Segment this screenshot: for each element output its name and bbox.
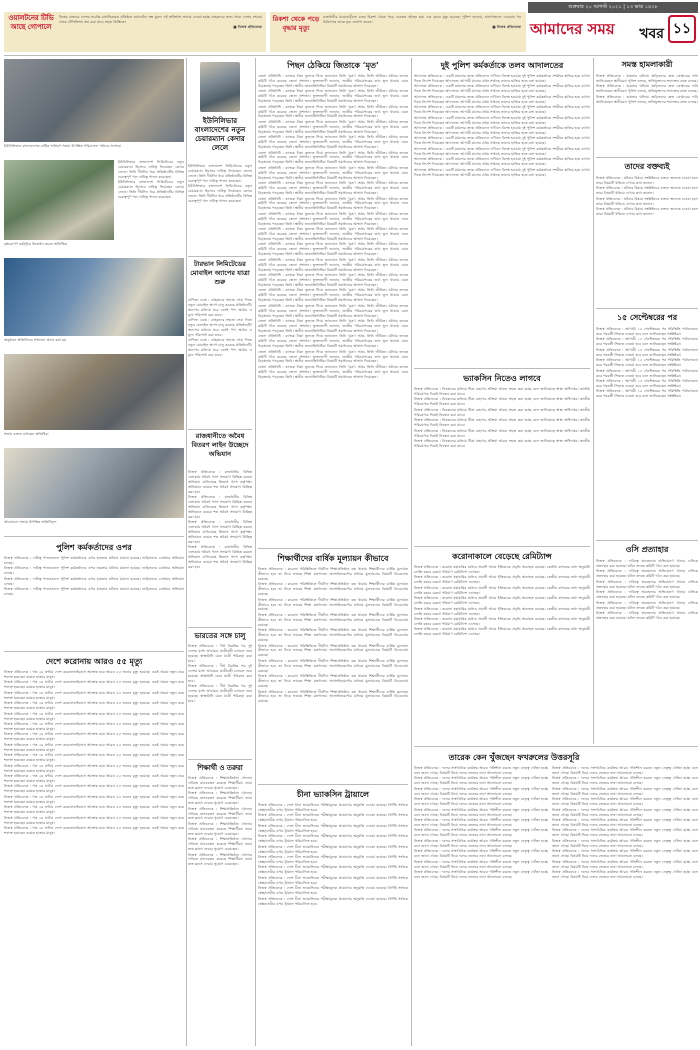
masthead xyxy=(528,2,698,46)
headline-talk: তাদের বক্তব্যই xyxy=(624,162,670,171)
headline-attack: সমস্ত হামলাকারী xyxy=(621,60,673,69)
story-unilever: ইউনিলিভার বাংলাদেশ লিমিটেডের নতুন চেয়ারম্যান হিসেবে দায়িত্ব নিয়েছেন কেদার লেলে। তিনি দীর্ঘদিন ধরে প্রতিষ্ঠানটির বিভিন্ন গুরুত্বপূর্ণ পদে দায়িত্ব পালন করেছেন। ইউনিলিভার বাংলাদেশ লিমিটেডের নতুন চেয়ারম্যান হিসেবে দায়িত্ব নিয়েছেন কেদার লেলে। তিনি দীর্ঘদিন ধরে প্রতিষ্ঠানটির বিভিন্ন গুরুত্বপূর্ণ পদে দায়িত্ব পালন করেছেন। xyxy=(188,164,252,203)
story-tarek-cont: নিজস্ব প্রতিবেদক : দলের সাংগঠনিক কার্যক্রম আরও গতিশীল করতে নতুন নেতৃত্ব খোঁজা হচ্ছে বলে জানা গেছে। বিষয়টি নিয়ে দলের ভেতরে নানা আলোচনা চলছে। নিজস্ব প্রতিবেদক : দলের সাংগঠনিক কার্যক্রম আরও গতিশীল করতে নতুন নেতৃত্ব খোঁজা হচ্ছে বলে জানা গেছে। বিষয়টি নিয়ে দলের ভেতরে নানা আলোচনা চলছে। নিজস্ব প্রতিবেদক : দলের সাংগঠনিক কার্যক্রম আরও গতিশীল করতে নতুন নেতৃত্ব খোঁজা হচ্ছে বলে জানা গেছে। বিষয়টি নিয়ে দলের ভেতরে নানা আলোচনা চলছে। নিজস্ব প্রতিবেদক : দলের সাংগঠনিক কার্যক্রম আরও গতিশীল করতে নতুন নেতৃত্ব খোঁজা হচ্ছে বলে জানা গেছে। বিষয়টি নিয়ে দলের ভেতরে নানা আলোচনা চলছে। নিজস্ব প্রতিবেদক : দলের সাংগঠনিক কার্যক্রম আরও গতিশীল করতে নতুন নেতৃত্ব খোঁজা হচ্ছে বলে জানা গেছে। বিষয়টি নিয়ে দলের ভেতরে নানা আলোচনা চলছে। নিজস্ব প্রতিবেদক : দলের সাংগঠনিক কার্যক্রম আরও গতিশীল করতে নতুন নেতৃত্ব খোঁজা হচ্ছে বলে জানা গেছে। বিষয়টি নিয়ে দলের ভেতরে নানা আলোচনা চলছে। নিজস্ব প্রতিবেদক : দলের সাংগঠনিক কার্যক্রম আরও গতিশীল করতে নতুন নেতৃত্ব খোঁজা হচ্ছে বলে জানা গেছে। বিষয়টি নিয়ে দলের ভেতরে নানা আলোচনা চলছে। নিজস্ব প্রতিবেদক : দলের সাংগঠনিক কার্যক্রম আরও গতিশীল করতে নতুন নেতৃত্ব খোঁজা হচ্ছে বলে জানা গেছে। বিষয়টি নিয়ে দলের ভেতরে নানা আলোচনা চলছে। নিজস্ব প্রতিবেদক : দলের সাংগঠনিক কার্যক্রম আরও গতিশীল করতে নতুন নেতৃত্ব খোঁজা হচ্ছে বলে জানা গেছে। বিষয়টি নিয়ে দলের ভেতরে নানা আলোচনা চলছে। নিজস্ব প্রতিবেদক : দলের সাংগঠনিক কার্যক্রম আরও গতিশীল করতে নতুন নেতৃত্ব খোঁজা হচ্ছে বলে জানা গেছে। বিষয়টি নিয়ে দলের ভেতরে নানা আলোচনা চলছে। নিজস্ব প্রতিবেদক : দলের সাংগঠনিক কার্যক্রম আরও গতিশীল করতে নতুন নেতৃত্ব খোঁজা হচ্ছে বলে জানা গেছে। বিষয়টি নিয়ে দলের ভেতরে নানা আলোচনা চলছে। xyxy=(552,766,698,879)
caption-award: অনুষ্ঠানে অতিথিদের সম্মাননা প্রদান করা হয় xyxy=(4,338,67,342)
story-attack: নিজস্ব প্রতিবেদক : হামলার ঘটনায় জড়িতদের দ্রুত গ্রেপ্তারের দাবি জানিয়েছেন স্থানীয়রা। পুলিশ বলছে, অভিযুক্তদের শনাক্তের কাজ চলছে। নিজস্ব প্রতিবেদক : হামলার ঘটনায় জড়িতদের দ্রুত গ্রেপ্তারের দাবি জানিয়েছেন স্থানীয়রা। পুলিশ বলছে, অভিযুক্তদের শনাক্তের কাজ চলছে। নিজস্ব প্রতিবেদক : হামলার ঘটনায় জড়িতদের দ্রুত গ্রেপ্তারের দাবি জানিয়েছেন স্থানীয়রা। পুলিশ বলছে, অভিযুক্তদের শনাক্তের কাজ চলছে। xyxy=(596,74,698,104)
story-oc: নিজস্ব প্রতিবেদক : দায়িত্বে অবহেলার অভিযোগে থানার ওসিকে প্রত্যাহার করা হয়েছে। ঘটনা তদন্তে কমিটি গঠন করা হয়েছে। নিজস্ব প্রতিবেদক : দায়িত্বে অবহেলার অভিযোগে থানার ওসিকে প্রত্যাহার করা হয়েছে। ঘটনা তদন্তে কমিটি গঠন করা হয়েছে। নিজস্ব প্রতিবেদক : দায়িত্বে অবহেলার অভিযোগে থানার ওসিকে প্রত্যাহার করা হয়েছে। ঘটনা তদন্তে কমিটি গঠন করা হয়েছে। নিজস্ব প্রতিবেদক : দায়িত্বে অবহেলার অভিযোগে থানার ওসিকে প্রত্যাহার করা হয়েছে। ঘটনা তদন্তে কমিটি গঠন করা হয়েছে। নিজস্ব প্রতিবেদক : দায়িত্বে অবহেলার অভিযোগে থানার ওসিকে প্রত্যাহার করা হয়েছে। ঘটনা তদন্তে কমিটি গঠন করা হয়েছে। নিজস্ব প্রতিবেদক : দায়িত্বে অবহেলার অভিযোগে থানার ওসিকে প্রত্যাহার করা হয়েছে। ঘটনা তদন্তে কমিটি গঠন করা হয়েছে। xyxy=(596,559,698,620)
headline-china-vaccine: চীনা ভ্যাকসিন ট্রায়ালে xyxy=(296,789,370,799)
logo: আমাদের সময় xyxy=(530,20,615,38)
story-teacher-group: নিজস্ব প্রতিবেদক : শিক্ষাপ্রতিষ্ঠান খোলার দাবিতে মানববন্ধন করেছে শিক্ষার্থীরা। তারা দ্রুত ক্লাসে ফেরার সুযোগ চেয়েছেন। নিজস্ব প্রতিবেদক : শিক্ষাপ্রতিষ্ঠান খোলার দাবিতে মানববন্ধন করেছে শিক্ষার্থীরা। তারা দ্রুত ক্লাসে ফেরার সুযোগ চেয়েছেন। নিজস্ব প্রতিবেদক : শিক্ষাপ্রতিষ্ঠান খোলার দাবিতে মানববন্ধন করেছে শিক্ষার্থীরা। তারা দ্রুত ক্লাসে ফেরার সুযোগ চেয়েছেন। নিজস্ব প্রতিবেদক : শিক্ষাপ্রতিষ্ঠান খোলার দাবিতে মানববন্ধন করেছে শিক্ষার্থীরা। তারা দ্রুত ক্লাসে ফেরার সুযোগ চেয়েছেন। নিজস্ব প্রতিবেদক : শিক্ষাপ্রতিষ্ঠান খোলার দাবিতে মানববন্ধন করেছে শিক্ষার্থীরা। তারা দ্রুত ক্লাসে ফেরার সুযোগ চেয়েছেন। নিজস্ব প্রতিবেদক : শিক্ষাপ্রতিষ্ঠান খোলার দাবিতে মানববন্ধন করেছে শিক্ষার্থীরা। তারা দ্রুত ক্লাসে ফেরার সুযোগ চেয়েছেন। xyxy=(188,776,252,867)
story-china-vaccine: নিজস্ব প্রতিবেদক : দেশে চীনা ভ্যাকসিনের পরীক্ষামূলক প্রয়োগের অনুমতি দেওয়া হয়েছে। নির্দিষ্ট সংখ্যক স্বেচ্ছাসেবীর ওপর ট্রায়াল পরিচালিত হবে। নিজস্ব প্রতিবেদক : দেশে চীনা ভ্যাকসিনের পরীক্ষামূলক প্রয়োগের অনুমতি দেওয়া হয়েছে। নির্দিষ্ট সংখ্যক স্বেচ্ছাসেবীর ওপর ট্রায়াল পরিচালিত হবে। নিজস্ব প্রতিবেদক : দেশে চীনা ভ্যাকসিনের পরীক্ষামূলক প্রয়োগের অনুমতি দেওয়া হয়েছে। নির্দিষ্ট সংখ্যক স্বেচ্ছাসেবীর ওপর ট্রায়াল পরিচালিত হবে। নিজস্ব প্রতিবেদক : দেশে চীনা ভ্যাকসিনের পরীক্ষামূলক প্রয়োগের অনুমতি দেওয়া হয়েছে। নির্দিষ্ট সংখ্যক স্বেচ্ছাসেবীর ওপর ট্রায়াল পরিচালিত হবে। নিজস্ব প্রতিবেদক : দেশে চীনা ভ্যাকসিনের পরীক্ষামূলক প্রয়োগের অনুমতি দেওয়া হয়েছে। নির্দিষ্ট সংখ্যক স্বেচ্ছাসেবীর ওপর ট্রায়াল পরিচালিত হবে। নিজস্ব প্রতিবেদক : দেশে চীনা ভ্যাকসিনের পরীক্ষামূলক প্রয়োগের অনুমতি দেওয়া হয়েছে। নির্দিষ্ট সংখ্যক স্বেচ্ছাসেবীর ওপর ট্রায়াল পরিচালিত হবে। নিজস্ব প্রতিবেদক : দেশে চীনা ভ্যাকসিনের পরীক্ষামূলক প্রয়োগের অনুমতি দেওয়া হয়েছে। নির্দিষ্ট সংখ্যক স্বেচ্ছাসেবীর ওপর ট্রায়াল পরিচালিত হবে। নিজস্ব প্রতিবেদক : দেশে চীনা ভ্যাকসিনের পরীক্ষামূলক প্রয়োগের অনুমতি দেওয়া হয়েছে। নির্দিষ্ট সংখ্যক স্বেচ্ছাসেবীর ওপর ট্রায়াল পরিচালিত হবে। নিজস্ব প্রতিবেদক : দেশে চীনা ভ্যাকসিনের পরীক্ষামূলক প্রয়োগের অনুমতি দেওয়া হয়েছে। নির্দিষ্ট সংখ্যক স্বেচ্ছাসেবীর ওপর ট্রায়াল পরিচালিত হবে। নিজস্ব প্রতিবেদক : দেশে চীনা ভ্যাকসিনের পরীক্ষামূলক প্রয়োগের অনুমতি দেওয়া হয়েছে। নির্দিষ্ট সংখ্যক স্বেচ্ছাসেবীর ওপর ট্রায়াল পরিচালিত হবে। xyxy=(258,803,408,906)
headline-oc: ওসি প্রত্যাহার xyxy=(625,545,669,554)
story-remittance: নিজস্ব প্রতিবেদক : করোনা মহামারির মধ্যেও প্রবাসী আয়ে ইতিবাচক প্রবৃদ্ধি অব্যাহত রয়েছে। কেন্দ্রীয় ব্যাংকের তথ্য অনুযায়ী চলতি বছরে রেকর্ড পরিমাণ রেমিট্যান্স এসেছে। নিজস্ব প্রতিবেদক : করোনা মহামারির মধ্যেও প্রবাসী আয়ে ইতিবাচক প্রবৃদ্ধি অব্যাহত রয়েছে। কেন্দ্রীয় ব্যাংকের তথ্য অনুযায়ী চলতি বছরে রেকর্ড পরিমাণ রেমিট্যান্স এসেছে। নিজস্ব প্রতিবেদক : করোনা মহামারির মধ্যেও প্রবাসী আয়ে ইতিবাচক প্রবৃদ্ধি অব্যাহত রয়েছে। কেন্দ্রীয় ব্যাংকের তথ্য অনুযায়ী চলতি বছরে রেকর্ড পরিমাণ রেমিট্যান্স এসেছে। নিজস্ব প্রতিবেদক : করোনা মহামারির মধ্যেও প্রবাসী আয়ে ইতিবাচক প্রবৃদ্ধি অব্যাহত রয়েছে। কেন্দ্রীয় ব্যাংকের তথ্য অনুযায়ী চলতি বছরে রেকর্ড পরিমাণ রেমিট্যান্স এসেছে। নিজস্ব প্রতিবেদক : করোনা মহামারির মধ্যেও প্রবাসী আয়ে ইতিবাচক প্রবৃদ্ধি অব্যাহত রয়েছে। কেন্দ্রীয় ব্যাংকের তথ্য অনুযায়ী চলতি বছরে রেকর্ড পরিমাণ রেমিট্যান্স এসেছে। নিজস্ব প্রতিবেদক : করোনা মহামারির মধ্যেও প্রবাসী আয়ে ইতিবাচক প্রবৃদ্ধি অব্যাহত রয়েছে। কেন্দ্রীয় ব্যাংকের তথ্য অনুযায়ী চলতি বছরে রেকর্ড পরিমাণ রেমিট্যান্স এসেছে। নিজস্ব প্রতিবেদক : করোনা মহামারির মধ্যেও প্রবাসী আয়ে ইতিবাচক প্রবৃদ্ধি অব্যাহত রয়েছে। কেন্দ্রীয় ব্যাংকের তথ্য অনুযায়ী চলতি বছরে রেকর্ড পরিমাণ রেমিট্যান্স এসেছে। xyxy=(414,565,590,637)
story-india: নিজস্ব প্রতিবেদক : দীর্ঘ বিরতির পর দুই দেশের মধ্যে আবারও যাত্রীবাহী চলাচল শুরু হয়েছে। স্বাস্থ্যবিধি মেনে যাত্রী পরিবহন করা হবে। নিজস্ব প্রতিবেদক : দীর্ঘ বিরতির পর দুই দেশের মধ্যে আবারও যাত্রীবাহী চলাচল শুরু হয়েছে। স্বাস্থ্যবিধি মেনে যাত্রী পরিবহন করা হবে। নিজস্ব প্রতিবেদক : দীর্ঘ বিরতির পর দুই দেশের মধ্যে আবারও যাত্রীবাহী চলাচল শুরু হয়েছে। স্বাস্থ্যবিধি মেনে যাত্রী পরিবহন করা হবে। xyxy=(188,644,252,704)
caption-stage: আলোচনা সভায় উপস্থিত অতিথিবৃন্দ xyxy=(4,520,57,524)
caption-tree: বৃক্ষরোপণ কর্মসূচির উদ্বোধন করেন অতিথিরা xyxy=(4,242,68,246)
photo-unilever-meeting xyxy=(4,59,184,142)
headline-vaccine-need: ভ্যাকসিন নিতেও লাগবে xyxy=(463,373,541,383)
banner-left-text: বিশ্বের বাজারে দেশের সর্বোচ্চ রপ্তানিকারক প্রতিষ্ঠান ওয়ালটন। স্বল্প মূল্যে এই অবিশ্বাস্য অফার দেওয়া হচ্ছে গ্রাহকদের জন্য। সারা দেশের শোরুম থেকে টেলিভিশন ক্রয় করা যাবে সহজ কিস্তিতে। ■ নিজস্ব প্রতিবেদক xyxy=(59,15,262,30)
section-title: খবর xyxy=(639,26,664,42)
story-police-officers: নিজস্ব প্রতিবেদক : দায়িত্ব পালনকালে পুলিশ কর্মকর্তাদের ওপর হামলার ঘটনায় মামলা হয়েছে। জড়িতদের গ্রেপ্তারে অভিযান চলছে। নিজস্ব প্রতিবেদক : দায়িত্ব পালনকালে পুলিশ কর্মকর্তাদের ওপর হামলার ঘটনায় মামলা হয়েছে। জড়িতদের গ্রেপ্তারে অভিযান চলছে। নিজস্ব প্রতিবেদক : দায়িত্ব পালনকালে পুলিশ কর্মকর্তাদের ওপর হামলার ঘটনায় মামলা হয়েছে। জড়িতদের গ্রেপ্তারে অভিযান চলছে। নিজস্ব প্রতিবেদক : দায়িত্ব পালনকালে পুলিশ কর্মকর্তাদের ওপর হামলার ঘটনায় মামলা হয়েছে। জড়িতদের গ্রেপ্তারে অভিযান চলছে। xyxy=(4,556,184,597)
headline-illegal-gas: রাজধানীতে অবৈধ বিতরণ লাইন উচ্ছেদে অভিযান xyxy=(191,432,249,458)
headline-pigs: পিছন ঠেকিয়ে জিতাকে ‘মৃত’ xyxy=(287,60,379,70)
story-police-two: আদালত প্রতিবেদক : একটি মামলার তদন্ত প্রতিবেদন দাখিলে বিলম্ব হওয়ায় দুই পুলিশ কর্মকর্তাকে সশরীরে হাজির হয়ে ব্যাখ্যা দিতে নির্দেশ দিয়েছেন আদালত। আগামী মাসের প্রথম সপ্তাহে তাদের হাজির হতে বলা হয়েছে। আদালত প্রতিবেদক : একটি মামলার তদন্ত প্রতিবেদন দাখিলে বিলম্ব হওয়ায় দুই পুলিশ কর্মকর্তাকে সশরীরে হাজির হয়ে ব্যাখ্যা দিতে নির্দেশ দিয়েছেন আদালত। আগামী মাসের প্রথম সপ্তাহে তাদের হাজির হতে বলা হয়েছে। আদালত প্রতিবেদক : একটি মামলার তদন্ত প্রতিবেদন দাখিলে বিলম্ব হওয়ায় দুই পুলিশ কর্মকর্তাকে সশরীরে হাজির হয়ে ব্যাখ্যা দিতে নির্দেশ দিয়েছেন আদালত। আগামী মাসের প্রথম সপ্তাহে তাদের হাজির হতে বলা হয়েছে। আদালত প্রতিবেদক : একটি মামলার তদন্ত প্রতিবেদন দাখিলে বিলম্ব হওয়ায় দুই পুলিশ কর্মকর্তাকে সশরীরে হাজির হয়ে ব্যাখ্যা দিতে নির্দেশ দিয়েছেন আদালত। আগামী মাসের প্রথম সপ্তাহে তাদের হাজির হতে বলা হয়েছে। আদালত প্রতিবেদক : একটি মামলার তদন্ত প্রতিবেদন দাখিলে বিলম্ব হওয়ায় দুই পুলিশ কর্মকর্তাকে সশরীরে হাজির হয়ে ব্যাখ্যা দিতে নির্দেশ দিয়েছেন আদালত। আগামী মাসের প্রথম সপ্তাহে তাদের হাজির হতে বলা হয়েছে। আদালত প্রতিবেদক : একটি মামলার তদন্ত প্রতিবেদন দাখিলে বিলম্ব হওয়ায় দুই পুলিশ কর্মকর্তাকে সশরীরে হাজির হয়ে ব্যাখ্যা দিতে নির্দেশ দিয়েছেন আদালত। আগামী মাসের প্রথম সপ্তাহে তাদের হাজির হতে বলা হয়েছে। আদালত প্রতিবেদক : একটি মামলার তদন্ত প্রতিবেদন দাখিলে বিলম্ব হওয়ায় দুই পুলিশ কর্মকর্তাকে সশরীরে হাজির হয়ে ব্যাখ্যা দিতে নির্দেশ দিয়েছেন আদালত। আগামী মাসের প্রথম সপ্তাহে তাদের হাজির হতে বলা হয়েছে। আদালত প্রতিবেদক : একটি মামলার তদন্ত প্রতিবেদন দাখিলে বিলম্ব হওয়ায় দুই পুলিশ কর্মকর্তাকে সশরীরে হাজির হয়ে ব্যাখ্যা দিতে নির্দেশ দিয়েছেন আদালত। আগামী মাসের প্রথম সপ্তাহে তাদের হাজির হতে বলা হয়েছে। আদালত প্রতিবেদক : একটি মামলার তদন্ত প্রতিবেদন দাখিলে বিলম্ব হওয়ায় দুই পুলিশ কর্মকর্তাকে সশরীরে হাজির হয়ে ব্যাখ্যা দিতে নির্দেশ দিয়েছেন আদালত। আগামী মাসের প্রথম সপ্তাহে তাদের হাজির হতে বলা হয়েছে। আদালত প্রতিবেদক : একটি মামলার তদন্ত প্রতিবেদন দাখিলে বিলম্ব হওয়ায় দুই পুলিশ কর্মকর্তাকে সশরীরে হাজির হয়ে ব্যাখ্যা দিতে নির্দেশ দিয়েছেন আদালত। আগামী মাসের প্রথম সপ্তাহে তাদের হাজির হতে বলা হয়েছে। xyxy=(414,74,590,177)
photo-tree-planting xyxy=(4,160,114,240)
story-students-eval: নিজস্ব প্রতিবেদক : করোনা পরিস্থিতিতে দীর্ঘদিন শিক্ষাপ্রতিষ্ঠান বন্ধ থাকায় শিক্ষার্থীদের বার্ষিক মূল্যায়ন কীভাবে হবে তা নিয়ে ভাবছে শিক্ষা মন্ত্রণালয়। অ্যাসাইনমেন্টের মাধ্যমে মূল্যায়নের বিষয়টি বিবেচনায় রয়েছে। নিজস্ব প্রতিবেদক : করোনা পরিস্থিতিতে দীর্ঘদিন শিক্ষাপ্রতিষ্ঠান বন্ধ থাকায় শিক্ষার্থীদের বার্ষিক মূল্যায়ন কীভাবে হবে তা নিয়ে ভাবছে শিক্ষা মন্ত্রণালয়। অ্যাসাইনমেন্টের মাধ্যমে মূল্যায়নের বিষয়টি বিবেচনায় রয়েছে। নিজস্ব প্রতিবেদক : করোনা পরিস্থিতিতে দীর্ঘদিন শিক্ষাপ্রতিষ্ঠান বন্ধ থাকায় শিক্ষার্থীদের বার্ষিক মূল্যায়ন কীভাবে হবে তা নিয়ে ভাবছে শিক্ষা মন্ত্রণালয়। অ্যাসাইনমেন্টের মাধ্যমে মূল্যায়নের বিষয়টি বিবেচনায় রয়েছে। নিজস্ব প্রতিবেদক : করোনা পরিস্থিতিতে দীর্ঘদিন শিক্ষাপ্রতিষ্ঠান বন্ধ থাকায় শিক্ষার্থীদের বার্ষিক মূল্যায়ন কীভাবে হবে তা নিয়ে ভাবছে শিক্ষা মন্ত্রণালয়। অ্যাসাইনমেন্টের মাধ্যমে মূল্যায়নের বিষয়টি বিবেচনায় রয়েছে। নিজস্ব প্রতিবেদক : করোনা পরিস্থিতিতে দীর্ঘদিন শিক্ষাপ্রতিষ্ঠান বন্ধ থাকায় শিক্ষার্থীদের বার্ষিক মূল্যায়ন কীভাবে হবে তা নিয়ে ভাবছে শিক্ষা মন্ত্রণালয়। অ্যাসাইনমেন্টের মাধ্যমে মূল্যায়নের বিষয়টি বিবেচনায় রয়েছে। নিজস্ব প্রতিবেদক : করোনা পরিস্থিতিতে দীর্ঘদিন শিক্ষাপ্রতিষ্ঠান বন্ধ থাকায় শিক্ষার্থীদের বার্ষিক মূল্যায়ন কীভাবে হবে তা নিয়ে ভাবছে শিক্ষা মন্ত্রণালয়। অ্যাসাইনমেন্টের মাধ্যমে মূল্যায়নের বিষয়টি বিবেচনায় রয়েছে। নিজস্ব প্রতিবেদক : করোনা পরিস্থিতিতে দীর্ঘদিন শিক্ষাপ্রতিষ্ঠান বন্ধ থাকায় শিক্ষার্থীদের বার্ষিক মূল্যায়ন কীভাবে হবে তা নিয়ে ভাবছে শিক্ষা মন্ত্রণালয়। অ্যাসাইনমেন্টের মাধ্যমে মূল্যায়নের বিষয়টি বিবেচনায় রয়েছে। নিজস্ব প্রতিবেদক : করোনা পরিস্থিতিতে দীর্ঘদিন শিক্ষাপ্রতিষ্ঠান বন্ধ থাকায় শিক্ষার্থীদের বার্ষিক মূল্যায়ন কীভাবে হবে তা নিয়ে ভাবছে শিক্ষা মন্ত্রণালয়। অ্যাসাইনমেন্টের মাধ্যমে মূল্যায়নের বিষয়টি বিবেচনায় রয়েছে। নিজস্ব প্রতিবেদক : করোনা পরিস্থিতিতে দীর্ঘদিন শিক্ষাপ্রতিষ্ঠান বন্ধ থাকায় শিক্ষার্থীদের বার্ষিক মূল্যায়ন কীভাবে হবে তা নিয়ে ভাবছে শিক্ষা মন্ত্রণালয়। অ্যাসাইনমেন্টের মাধ্যমে মূল্যায়নের বিষয়টি বিবেচনায় রয়েছে। xyxy=(258,567,408,704)
headline-teacher-group: শিক্ষার্থী ও তরুরা xyxy=(197,764,243,772)
date-line: শুক্রবার ২০ আগস্ট ২০২১ | ১৩ ভাদ্র ১৪২৮ xyxy=(528,2,698,13)
headline-police-officers: পুলিশ কর্মকর্তাদের ওপর xyxy=(56,542,132,552)
banner-left-label: ওয়ালটনের টিভি আছে গোপালে xyxy=(8,14,54,31)
story-tarek: নিজস্ব প্রতিবেদক : দলের সাংগঠনিক কার্যক্রম আরও গতিশীল করতে নতুন নেতৃত্ব খোঁজা হচ্ছে বলে জানা গেছে। বিষয়টি নিয়ে দলের ভেতরে নানা আলোচনা চলছে। নিজস্ব প্রতিবেদক : দলের সাংগঠনিক কার্যক্রম আরও গতিশীল করতে নতুন নেতৃত্ব খোঁজা হচ্ছে বলে জানা গেছে। বিষয়টি নিয়ে দলের ভেতরে নানা আলোচনা চলছে। নিজস্ব প্রতিবেদক : দলের সাংগঠনিক কার্যক্রম আরও গতিশীল করতে নতুন নেতৃত্ব খোঁজা হচ্ছে বলে জানা গেছে। বিষয়টি নিয়ে দলের ভেতরে নানা আলোচনা চলছে। নিজস্ব প্রতিবেদক : দলের সাংগঠনিক কার্যক্রম আরও গতিশীল করতে নতুন নেতৃত্ব খোঁজা হচ্ছে বলে জানা গেছে। বিষয়টি নিয়ে দলের ভেতরে নানা আলোচনা চলছে। নিজস্ব প্রতিবেদক : দলের সাংগঠনিক কার্যক্রম আরও গতিশীল করতে নতুন নেতৃত্ব খোঁজা হচ্ছে বলে জানা গেছে। বিষয়টি নিয়ে দলের ভেতরে নানা আলোচনা চলছে। নিজস্ব প্রতিবেদক : দলের সাংগঠনিক কার্যক্রম আরও গতিশীল করতে নতুন নেতৃত্ব খোঁজা হচ্ছে বলে জানা গেছে। বিষয়টি নিয়ে দলের ভেতরে নানা আলোচনা চলছে। নিজস্ব প্রতিবেদক : দলের সাংগঠনিক কার্যক্রম আরও গতিশীল করতে নতুন নেতৃত্ব খোঁজা হচ্ছে বলে জানা গেছে। বিষয়টি নিয়ে দলের ভেতরে নানা আলোচনা চলছে। নিজস্ব প্রতিবেদক : দলের সাংগঠনিক কার্যক্রম আরও গতিশীল করতে নতুন নেতৃত্ব খোঁজা হচ্ছে বলে জানা গেছে। বিষয়টি নিয়ে দলের ভেতরে নানা আলোচনা চলছে। নিজস্ব প্রতিবেদক : দলের সাংগঠনিক কার্যক্রম আরও গতিশীল করতে নতুন নেতৃত্ব খোঁজা হচ্ছে বলে জানা গেছে। বিষয়টি নিয়ে দলের ভেতরে নানা আলোচনা চলছে। নিজস্ব প্রতিবেদক : দলের সাংগঠনিক কার্যক্রম আরও গতিশীল করতে নতুন নেতৃত্ব খোঁজা হচ্ছে বলে জানা গেছে। বিষয়টি নিয়ে দলের ভেতরে নানা আলোচনা চলছে। নিজস্ব প্রতিবেদক : দলের সাংগঠনিক কার্যক্রম আরও গতিশীল করতে নতুন নেতৃত্ব খোঁজা হচ্ছে বলে জানা গেছে। বিষয়টি নিয়ে দলের ভেতরে নানা আলোচনা চলছে। xyxy=(414,766,548,879)
banner-right-text: রাজধানীর যাত্রাবাড়ীতে চলন্ত রিকশা থেকে পড়ে গুরুতর আহত হয়ে এক বৃদ্ধার মৃত্যু হয়েছে। পুলিশ জানায়, হাসপাতালে নেওয়ার পর চিকিৎসক তাকে মৃত ঘোষণা করেন। ■ নিজস্ব প্রতিবেদক xyxy=(323,15,521,30)
story-talk: নিজস্ব প্রতিবেদক : ঘটনার বিষয়ে সংশ্লিষ্টদের বক্তব্য জানতে চাওয়া হলে তারা বিষয়টি খতিয়ে দেখার কথা জানান। নিজস্ব প্রতিবেদক : ঘটনার বিষয়ে সংশ্লিষ্টদের বক্তব্য জানতে চাওয়া হলে তারা বিষয়টি খতিয়ে দেখার কথা জানান। নিজস্ব প্রতিবেদক : ঘটনার বিষয়ে সংশ্লিষ্টদের বক্তব্য জানতে চাওয়া হলে তারা বিষয়টি খতিয়ে দেখার কথা জানান। নিজস্ব প্রতিবেদক : ঘটনার বিষয়ে সংশ্লিষ্টদের বক্তব্য জানতে চাওয়া হলে তারা বিষয়টি খতিয়ে দেখার কথা জানান। xyxy=(596,176,698,217)
headline-covid-deaths: দেশে করোনায় আরও ৫৫ মৃত্যু xyxy=(45,656,143,666)
caption-unilever-meeting: ইউনিলিভার বাংলাদেশের বার্ষিক সাধারণ সভায় উপস্থিত পরিচালনা পর্ষদের সদস্যরা xyxy=(4,144,122,148)
headline-students-eval: শিক্ষার্থীদের বার্ষিক মূল্যায়ন কীভাবে xyxy=(277,553,389,563)
caption-meeting: সভায় বক্তব্য রাখছেন অতিথিরা xyxy=(4,432,49,436)
story-illegal-gas: নিজস্ব প্রতিবেদক : রাজধানীর বিভিন্ন এলাকায় অবৈধ গ্যাস সংযোগ বিচ্ছিন্ন করতে অভিযান চালিয়েছে তিতাস গ্যাস কর্তৃপক্ষ। অভিযানে কয়েক শত অবৈধ সংযোগ বিচ্ছিন্ন করা হয়। নিজস্ব প্রতিবেদক : রাজধানীর বিভিন্ন এলাকায় অবৈধ গ্যাস সংযোগ বিচ্ছিন্ন করতে অভিযান চালিয়েছে তিতাস গ্যাস কর্তৃপক্ষ। অভিযানে কয়েক শত অবৈধ সংযোগ বিচ্ছিন্ন করা হয়। নিজস্ব প্রতিবেদক : রাজধানীর বিভিন্ন এলাকায় অবৈধ গ্যাস সংযোগ বিচ্ছিন্ন করতে অভিযান চালিয়েছে তিতাস গ্যাস কর্তৃপক্ষ। অভিযানে কয়েক শত অবৈধ সংযোগ বিচ্ছিন্ন করা হয়। নিজস্ব প্রতিবেদক : রাজধানীর বিভিন্ন এলাকায় অবৈধ গ্যাস সংযোগ বিচ্ছিন্ন করতে অভিযান চালিয়েছে তিতাস গ্যাস কর্তৃপক্ষ। অভিযানে কয়েক শত অবৈধ সংযোগ বিচ্ছিন্ন করা হয়। xyxy=(188,470,252,569)
story-sept15: নিজস্ব প্রতিবেদক : আগামী ১৫ সেপ্টেম্বরের পর পরিস্থিতি পর্যালোচনা করে পরবর্তী সিদ্ধান্ত নেওয়া হবে বলে জানিয়েছেন সংশ্লিষ্টরা। নিজস্ব প্রতিবেদক : আগামী ১৫ সেপ্টেম্বরের পর পরিস্থিতি পর্যালোচনা করে পরবর্তী সিদ্ধান্ত নেওয়া হবে বলে জানিয়েছেন সংশ্লিষ্টরা। নিজস্ব প্রতিবেদক : আগামী ১৫ সেপ্টেম্বরের পর পরিস্থিতি পর্যালোচনা করে পরবর্তী সিদ্ধান্ত নেওয়া হবে বলে জানিয়েছেন সংশ্লিষ্টরা। নিজস্ব প্রতিবেদক : আগামী ১৫ সেপ্টেম্বরের পর পরিস্থিতি পর্যালোচনা করে পরবর্তী সিদ্ধান্ত নেওয়া হবে বলে জানিয়েছেন সংশ্লিষ্টরা। নিজস্ব প্রতিবেদক : আগামী ১৫ সেপ্টেম্বরের পর পরিস্থিতি পর্যালোচনা করে পরবর্তী সিদ্ধান্ত নেওয়া হবে বলে জানিয়েছেন সংশ্লিষ্টরা। নিজস্ব প্রতিবেদক : আগামী ১৫ সেপ্টেম্বরের পর পরিস্থিতি পর্যালোচনা করে পরবর্তী সিদ্ধান্ত নেওয়া হবে বলে জানিয়েছেন সংশ্লিষ্টরা। নিজস্ব প্রতিবেদক : আগামী ১৫ সেপ্টেম্বরের পর পরিস্থিতি পর্যালোচনা করে পরবর্তী সিদ্ধান্ত নেওয়া হবে বলে জানিয়েছেন সংশ্লিষ্টরা। xyxy=(596,327,698,399)
headline-sept15: ১৫ সেপ্টেম্বরের পর xyxy=(617,313,677,322)
banner-right-label: রিকশা থেকে পড়ে বৃদ্ধার মৃত্যু xyxy=(272,15,320,32)
headline-unilever: ইউনিলিভার বাংলাদেশের নতুন চেয়ারম্যান কেদার লেলে xyxy=(194,116,246,152)
headline-remittance: করোনাকালে বেড়েছে রেমিট্যান্স xyxy=(452,551,552,561)
story-covid-deaths: নিজস্ব প্রতিবেদক : গত ২৪ ঘণ্টায় দেশে করোনাভাইরাসে আক্রান্ত হয়ে আরও ৫৫ জনের মৃত্যু হয়েছে। একই সময়ে নতুন করে শনাক্ত হয়েছেন কয়েক হাজার মানুষ। নিজস্ব প্রতিবেদক : গত ২৪ ঘণ্টায় দেশে করোনাভাইরাসে আক্রান্ত হয়ে আরও ৫৫ জনের মৃত্যু হয়েছে। একই সময়ে নতুন করে শনাক্ত হয়েছেন কয়েক হাজার মানুষ। নিজস্ব প্রতিবেদক : গত ২৪ ঘণ্টায় দেশে করোনাভাইরাসে আক্রান্ত হয়ে আরও ৫৫ জনের মৃত্যু হয়েছে। একই সময়ে নতুন করে শনাক্ত হয়েছেন কয়েক হাজার মানুষ। নিজস্ব প্রতিবেদক : গত ২৪ ঘণ্টায় দেশে করোনাভাইরাসে আক্রান্ত হয়ে আরও ৫৫ জনের মৃত্যু হয়েছে। একই সময়ে নতুন করে শনাক্ত হয়েছেন কয়েক হাজার মানুষ। নিজস্ব প্রতিবেদক : গত ২৪ ঘণ্টায় দেশে করোনাভাইরাসে আক্রান্ত হয়ে আরও ৫৫ জনের মৃত্যু হয়েছে। একই সময়ে নতুন করে শনাক্ত হয়েছেন কয়েক হাজার মানুষ। নিজস্ব প্রতিবেদক : গত ২৪ ঘণ্টায় দেশে করোনাভাইরাসে আক্রান্ত হয়ে আরও ৫৫ জনের মৃত্যু হয়েছে। একই সময়ে নতুন করে শনাক্ত হয়েছেন কয়েক হাজার মানুষ। নিজস্ব প্রতিবেদক : গত ২৪ ঘণ্টায় দেশে করোনাভাইরাসে আক্রান্ত হয়ে আরও ৫৫ জনের মৃত্যু হয়েছে। একই সময়ে নতুন করে শনাক্ত হয়েছেন কয়েক হাজার মানুষ। নিজস্ব প্রতিবেদক : গত ২৪ ঘণ্টায় দেশে করোনাভাইরাসে আক্রান্ত হয়ে আরও ৫৫ জনের মৃত্যু হয়েছে। একই সময়ে নতুন করে শনাক্ত হয়েছেন কয়েক হাজার মানুষ। নিজস্ব প্রতিবেদক : গত ২৪ ঘণ্টায় দেশে করোনাভাইরাসে আক্রান্ত হয়ে আরও ৫৫ জনের মৃত্যু হয়েছে। একই সময়ে নতুন করে শনাক্ত হয়েছেন কয়েক হাজার মানুষ। নিজস্ব প্রতিবেদক : গত ২৪ ঘণ্টায় দেশে করোনাভাইরাসে আক্রান্ত হয়ে আরও ৫৫ জনের মৃত্যু হয়েছে। একই সময়ে নতুন করে শনাক্ত হয়েছেন কয়েক হাজার মানুষ। নিজস্ব প্রতিবেদক : গত ২৪ ঘণ্টায় দেশে করোনাভাইরাসে আক্রান্ত হয়ে আরও ৫৫ জনের মৃত্যু হয়েছে। একই সময়ে নতুন করে শনাক্ত হয়েছেন কয়েক হাজার মানুষ। নিজস্ব প্রতিবেদক : গত ২৪ ঘণ্টায় দেশে করোনাভাইরাসে আক্রান্ত হয়ে আরও ৫৫ জনের মৃত্যু হয়েছে। একই সময়ে নতুন করে শনাক্ত হয়েছেন কয়েক হাজার মানুষ। নিজস্ব প্রতিবেদক : গত ২৪ ঘণ্টায় দেশে করোনাভাইরাসে আক্রান্ত হয়ে আরও ৫৫ জনের মৃত্যু হয়েছে। একই সময়ে নতুন করে শনাক্ত হয়েছেন কয়েক হাজার মানুষ। নিজস্ব প্রতিবেদক : গত ২৪ ঘণ্টায় দেশে করোনাভাইরাসে আক্রান্ত হয়ে আরও ৫৫ জনের মৃত্যু হয়েছে। একই সময়ে নতুন করে শনাক্ত হয়েছেন কয়েক হাজার মানুষ। নিজস্ব প্রতিবেদক : গত ২৪ ঘণ্টায় দেশে করোনাভাইরাসে আক্রান্ত হয়ে আরও ৫৫ জনের মৃত্যু হয়েছে। একই সময়ে নতুন করে শনাক্ত হয়েছেন কয়েক হাজার মানুষ। নিজস্ব প্রতিবেদক : গত ২৪ ঘণ্টায় দেশে করোনাভাইরাসে আক্রান্ত হয়ে আরও ৫৫ জনের মৃত্যু হয়েছে। একই সময়ে নতুন করে শনাক্ত হয়েছেন কয়েক হাজার মানুষ। xyxy=(4,670,184,835)
top-banner-left xyxy=(4,12,266,52)
photo-award xyxy=(4,258,184,336)
headline-police-two: দুই পুলিশ কর্মকর্তাকে তলব আদালতের xyxy=(440,60,564,70)
story-vaccine-need: নিজস্ব প্রতিবেদক : নিবন্ধনের মাধ্যমে টিকা গ্রহণের প্রক্রিয়া আরও সহজ করা হচ্ছে বলে জানিয়েছে স্বাস্থ্য অধিদপ্তর। জাতীয় পরিচয়পত্র দিয়েই নিবন্ধন করা যাবে। নিজস্ব প্রতিবেদক : নিবন্ধনের মাধ্যমে টিকা গ্রহণের প্রক্রিয়া আরও সহজ করা হচ্ছে বলে জানিয়েছে স্বাস্থ্য অধিদপ্তর। জাতীয় পরিচয়পত্র দিয়েই নিবন্ধন করা যাবে। নিজস্ব প্রতিবেদক : নিবন্ধনের মাধ্যমে টিকা গ্রহণের প্রক্রিয়া আরও সহজ করা হচ্ছে বলে জানিয়েছে স্বাস্থ্য অধিদপ্তর। জাতীয় পরিচয়পত্র দিয়েই নিবন্ধন করা যাবে। নিজস্ব প্রতিবেদক : নিবন্ধনের মাধ্যমে টিকা গ্রহণের প্রক্রিয়া আরও সহজ করা হচ্ছে বলে জানিয়েছে স্বাস্থ্য অধিদপ্তর। জাতীয় পরিচয়পত্র দিয়েই নিবন্ধন করা যাবে। নিজস্ব প্রতিবেদক : নিবন্ধনের মাধ্যমে টিকা গ্রহণের প্রক্রিয়া আরও সহজ করা হচ্ছে বলে জানিয়েছে স্বাস্থ্য অধিদপ্তর। জাতীয় পরিচয়পত্র দিয়েই নিবন্ধন করা যাবে। নিজস্ব প্রতিবেদক : নিবন্ধনের মাধ্যমে টিকা গ্রহণের প্রক্রিয়া আরও সহজ করা হচ্ছে বলে জানিয়েছে স্বাস্থ্য অধিদপ্তর। জাতীয় পরিচয়পত্র দিয়েই নিবন্ধন করা যাবে। xyxy=(414,387,590,448)
photo-stage xyxy=(4,448,184,518)
photo-meeting xyxy=(4,354,184,430)
page-number: ১১ xyxy=(668,15,696,43)
headline-taranga: টারভান লিমিটেডের মোবাইল অ্যাপের যাত্রা শুরু xyxy=(190,260,250,286)
story-unilever-cont: ইউনিলিভার বাংলাদেশ লিমিটেডের নতুন চেয়ারম্যান হিসেবে দায়িত্ব নিয়েছেন কেদার লেলে। তিনি দীর্ঘদিন ধরে প্রতিষ্ঠানটির বিভিন্ন গুরুত্বপূর্ণ পদে দায়িত্ব পালন করেছেন। ইউনিলিভার বাংলাদেশ লিমিটেডের নতুন চেয়ারম্যান হিসেবে দায়িত্ব নিয়েছেন কেদার লেলে। তিনি দীর্ঘদিন ধরে প্রতিষ্ঠানটির বিভিন্ন গুরুত্বপূর্ণ পদে দায়িত্ব পালন করেছেন। xyxy=(118,160,184,199)
headline-tarek: তারেক কেন খুঁজছেন ফখরুলের উত্তরসূরি xyxy=(448,752,580,762)
headline-india: ভারতের সঙ্গে চালু xyxy=(194,631,246,640)
portrait-kedar-lele xyxy=(200,62,240,112)
top-banner-right xyxy=(270,12,526,52)
story-taranga: বাণিজ্য ডেস্ক : গ্রাহকদের সহজে সেবা দিতে নতুন মোবাইল অ্যাপ চালু করেছে প্রতিষ্ঠানটি। অ্যাপের মাধ্যমে ঘরে বসেই পণ্য অর্ডার ও মূল্য পরিশোধ করা যাবে। বাণিজ্য ডেস্ক : গ্রাহকদের সহজে সেবা দিতে নতুন মোবাইল অ্যাপ চালু করেছে প্রতিষ্ঠানটি। অ্যাপের মাধ্যমে ঘরে বসেই পণ্য অর্ডার ও মূল্য পরিশোধ করা যাবে। বাণিজ্য ডেস্ক : গ্রাহকদের সহজে সেবা দিতে নতুন মোবাইল অ্যাপ চালু করেছে প্রতিষ্ঠানটি। অ্যাপের মাধ্যমে ঘরে বসেই পণ্য অর্ডার ও মূল্য পরিশোধ করা যাবে। xyxy=(188,298,252,358)
story-pigs: জেলা প্রতিনিধি : ব্যাংকে টাকা তুলতে গিয়ে জানলেন তিনি ‘মৃত’। অথচ তিনি জীবিত। ঘটনার তদন্তে কমিটি গঠন করেছে জেলা প্রশাসন। ভুক্তভোগী জানান, জাতীয় পরিচয়পত্রের তথ্য ভুল থাকায় এমন বিড়ম্বনায় পড়েছেন তিনি। স্থানীয় জনপ্রতিনিধিরা বিষয়টি সমাধানের আশ্বাস দিয়েছেন। জেলা প্রতিনিধি : ব্যাংকে টাকা তুলতে গিয়ে জানলেন তিনি ‘মৃত’। অথচ তিনি জীবিত। ঘটনার তদন্তে কমিটি গঠন করেছে জেলা প্রশাসন। ভুক্তভোগী জানান, জাতীয় পরিচয়পত্রের তথ্য ভুল থাকায় এমন বিড়ম্বনায় পড়েছেন তিনি। স্থানীয় জনপ্রতিনিধিরা বিষয়টি সমাধানের আশ্বাস দিয়েছেন। জেলা প্রতিনিধি : ব্যাংকে টাকা তুলতে গিয়ে জানলেন তিনি ‘মৃত’। অথচ তিনি জীবিত। ঘটনার তদন্তে কমিটি গঠন করেছে জেলা প্রশাসন। ভুক্তভোগী জানান, জাতীয় পরিচয়পত্রের তথ্য ভুল থাকায় এমন বিড়ম্বনায় পড়েছেন তিনি। স্থানীয় জনপ্রতিনিধিরা বিষয়টি সমাধানের আশ্বাস দিয়েছেন। জেলা প্রতিনিধি : ব্যাংকে টাকা তুলতে গিয়ে জানলেন তিনি ‘মৃত’। অথচ তিনি জীবিত। ঘটনার তদন্তে কমিটি গঠন করেছে জেলা প্রশাসন। ভুক্তভোগী জানান, জাতীয় পরিচয়পত্রের তথ্য ভুল থাকায় এমন বিড়ম্বনায় পড়েছেন তিনি। স্থানীয় জনপ্রতিনিধিরা বিষয়টি সমাধানের আশ্বাস দিয়েছেন। জেলা প্রতিনিধি : ব্যাংকে টাকা তুলতে গিয়ে জানলেন তিনি ‘মৃত’। অথচ তিনি জীবিত। ঘটনার তদন্তে কমিটি গঠন করেছে জেলা প্রশাসন। ভুক্তভোগী জানান, জাতীয় পরিচয়পত্রের তথ্য ভুল থাকায় এমন বিড়ম্বনায় পড়েছেন তিনি। স্থানীয় জনপ্রতিনিধিরা বিষয়টি সমাধানের আশ্বাস দিয়েছেন। জেলা প্রতিনিধি : ব্যাংকে টাকা তুলতে গিয়ে জানলেন তিনি ‘মৃত’। অথচ তিনি জীবিত। ঘটনার তদন্তে কমিটি গঠন করেছে জেলা প্রশাসন। ভুক্তভোগী জানান, জাতীয় পরিচয়পত্রের তথ্য ভুল থাকায় এমন বিড়ম্বনায় পড়েছেন তিনি। স্থানীয় জনপ্রতিনিধিরা বিষয়টি সমাধানের আশ্বাস দিয়েছেন। জেলা প্রতিনিধি : ব্যাংকে টাকা তুলতে গিয়ে জানলেন তিনি ‘মৃত’। অথচ তিনি জীবিত। ঘটনার তদন্তে কমিটি গঠন করেছে জেলা প্রশাসন। ভুক্তভোগী জানান, জাতীয় পরিচয়পত্রের তথ্য ভুল থাকায় এমন বিড়ম্বনায় পড়েছেন তিনি। স্থানীয় জনপ্রতিনিধিরা বিষয়টি সমাধানের আশ্বাস দিয়েছেন। জেলা প্রতিনিধি : ব্যাংকে টাকা তুলতে গিয়ে জানলেন তিনি ‘মৃত’। অথচ তিনি জীবিত। ঘটনার তদন্তে কমিটি গঠন করেছে জেলা প্রশাসন। ভুক্তভোগী জানান, জাতীয় পরিচয়পত্রের তথ্য ভুল থাকায় এমন বিড়ম্বনায় পড়েছেন তিনি। স্থানীয় জনপ্রতিনিধিরা বিষয়টি সমাধানের আশ্বাস দিয়েছেন। জেলা প্রতিনিধি : ব্যাংকে টাকা তুলতে গিয়ে জানলেন তিনি ‘মৃত’। অথচ তিনি জীবিত। ঘটনার তদন্তে কমিটি গঠন করেছে জেলা প্রশাসন। ভুক্তভোগী জানান, জাতীয় পরিচয়পত্রের তথ্য ভুল থাকায় এমন বিড়ম্বনায় পড়েছেন তিনি। স্থানীয় জনপ্রতিনিধিরা বিষয়টি সমাধানের আশ্বাস দিয়েছেন। জেলা প্রতিনিধি : ব্যাংকে টাকা তুলতে গিয়ে জানলেন তিনি ‘মৃত’। অথচ তিনি জীবিত। ঘটনার তদন্তে কমিটি গঠন করেছে জেলা প্রশাসন। ভুক্তভোগী জানান, জাতীয় পরিচয়পত্রের তথ্য ভুল থাকায় এমন বিড়ম্বনায় পড়েছেন তিনি। স্থানীয় জনপ্রতিনিধিরা বিষয়টি সমাধানের আশ্বাস দিয়েছেন। জেলা প্রতিনিধি : ব্যাংকে টাকা তুলতে গিয়ে জানলেন তিনি ‘মৃত’। অথচ তিনি জীবিত। ঘটনার তদন্তে কমিটি গঠন করেছে জেলা প্রশাসন। ভুক্তভোগী জানান, জাতীয় পরিচয়পত্রের তথ্য ভুল থাকায় এমন বিড়ম্বনায় পড়েছেন তিনি। স্থানীয় জনপ্রতিনিধিরা বিষয়টি সমাধানের আশ্বাস দিয়েছেন। জেলা প্রতিনিধি : ব্যাংকে টাকা তুলতে গিয়ে জানলেন তিনি ‘মৃত’। অথচ তিনি জীবিত। ঘটনার তদন্তে কমিটি গঠন করেছে জেলা প্রশাসন। ভুক্তভোগী জানান, জাতীয় পরিচয়পত্রের তথ্য ভুল থাকায় এমন বিড়ম্বনায় পড়েছেন তিনি। স্থানীয় জনপ্রতিনিধিরা বিষয়টি সমাধানের আশ্বাস দিয়েছেন। জেলা প্রতিনিধি : ব্যাংকে টাকা তুলতে গিয়ে জানলেন তিনি ‘মৃত’। অথচ তিনি জীবিত। ঘটনার তদন্তে কমিটি গঠন করেছে জেলা প্রশাসন। ভুক্তভোগী জানান, জাতীয় পরিচয়পত্রের তথ্য ভুল থাকায় এমন বিড়ম্বনায় পড়েছেন তিনি। স্থানীয় জনপ্রতিনিধিরা বিষয়টি সমাধানের আশ্বাস দিয়েছেন। জেলা প্রতিনিধি : ব্যাংকে টাকা তুলতে গিয়ে জানলেন তিনি ‘মৃত’। অথচ তিনি জীবিত। ঘটনার তদন্তে কমিটি গঠন করেছে জেলা প্রশাসন। ভুক্তভোগী জানান, জাতীয় পরিচয়পত্রের তথ্য ভুল থাকায় এমন বিড়ম্বনায় পড়েছেন তিনি। স্থানীয় জনপ্রতিনিধিরা বিষয়টি সমাধানের আশ্বাস দিয়েছেন। জেলা প্রতিনিধি : ব্যাংকে টাকা তুলতে গিয়ে জানলেন তিনি ‘মৃত’। অথচ তিনি জীবিত। ঘটনার তদন্তে কমিটি গঠন করেছে জেলা প্রশাসন। ভুক্তভোগী জানান, জাতীয় পরিচয়পত্রের তথ্য ভুল থাকায় এমন বিড়ম্বনায় পড়েছেন তিনি। স্থানীয় জনপ্রতিনিধিরা বিষয়টি সমাধানের আশ্বাস দিয়েছেন। জেলা প্রতিনিধি : ব্যাংকে টাকা তুলতে গিয়ে জানলেন তিনি ‘মৃত’। অথচ তিনি জীবিত। ঘটনার তদন্তে কমিটি গঠন করেছে জেলা প্রশাসন। ভুক্তভোগী জানান, জাতীয় পরিচয়পত্রের তথ্য ভুল থাকায় এমন বিড়ম্বনায় পড়েছেন তিনি। স্থানীয় জনপ্রতিনিধিরা বিষয়টি সমাধানের আশ্বাস দিয়েছেন। জেলা প্রতিনিধি : ব্যাংকে টাকা তুলতে গিয়ে জানলেন তিনি ‘মৃত’। অথচ তিনি জীবিত। ঘটনার তদন্তে কমিটি গঠন করেছে জেলা প্রশাসন। ভুক্তভোগী জানান, জাতীয় পরিচয়পত্রের তথ্য ভুল থাকায় এমন বিড়ম্বনায় পড়েছেন তিনি। স্থানীয় জনপ্রতিনিধিরা বিষয়টি সমাধানের আশ্বাস দিয়েছেন। জেলা প্রতিনিধি : ব্যাংকে টাকা তুলতে গিয়ে জানলেন তিনি ‘মৃত’। অথচ তিনি জীবিত। ঘটনার তদন্তে কমিটি গঠন করেছে জেলা প্রশাসন। ভুক্তভোগী জানান, জাতীয় পরিচয়পত্রের তথ্য ভুল থাকায় এমন বিড়ম্বনায় পড়েছেন তিনি। স্থানীয় জনপ্রতিনিধিরা বিষয়টি সমাধানের আশ্বাস দিয়েছেন। জেলা প্রতিনিধি : ব্যাংকে টাকা তুলতে গিয়ে জানলেন তিনি ‘মৃত’। অথচ তিনি জীবিত। ঘটনার তদন্তে কমিটি গঠন করেছে জেলা প্রশাসন। ভুক্তভোগী জানান, জাতীয় পরিচয়পত্রের তথ্য ভুল থাকায় এমন বিড়ম্বনায় পড়েছেন তিনি। স্থানীয় জনপ্রতিনিধিরা বিষয়টি সমাধানের আশ্বাস দিয়েছেন। জেলা প্রতিনিধি : ব্যাংকে টাকা তুলতে গিয়ে জানলেন তিনি ‘মৃত’। অথচ তিনি জীবিত। ঘটনার তদন্তে কমিটি গঠন করেছে জেলা প্রশাসন। ভুক্তভোগী জানান, জাতীয় পরিচয়পত্রের তথ্য ভুল থাকায় এমন বিড়ম্বনায় পড়েছেন তিনি। স্থানীয় জনপ্রতিনিধিরা বিষয়টি সমাধানের আশ্বাস দিয়েছেন। xyxy=(258,74,408,379)
